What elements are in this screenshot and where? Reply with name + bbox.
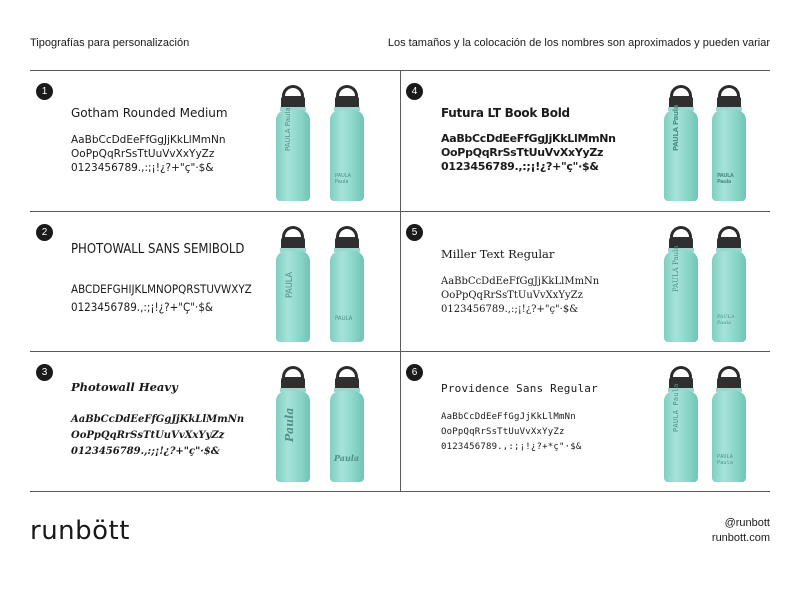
- bottle-body: [330, 110, 364, 201]
- font-card-3: [30, 352, 400, 492]
- sample-line: 0123456789.,:;¡!¿?+"Ç"·$&: [71, 300, 213, 314]
- font-number: 6: [406, 364, 423, 381]
- sample-line: OoPpQqRrSsTtUuVvXxYyZz: [441, 146, 604, 159]
- bottle-body: [712, 251, 746, 342]
- bottle-name-vertical: PAULA Paula: [672, 104, 680, 151]
- bottle-body: [712, 110, 746, 201]
- font-number: 1: [36, 83, 53, 100]
- bottle-body: [330, 251, 364, 342]
- bottle-name-horizontal: PAULA Paula: [717, 173, 734, 185]
- bottle-name-vertical: PAULA Paula: [672, 383, 680, 432]
- bottle-name-horizontal: PAULA Paula: [717, 314, 735, 326]
- bottle-vertical-name: [663, 366, 699, 482]
- page-heading-left: Tipografías para personalización: [30, 37, 190, 49]
- font-card-2: [30, 212, 400, 352]
- sample-line: AaBbCcDdEeFfGgJjKkLlMmNn: [71, 134, 226, 146]
- bottle-preview: [661, 226, 781, 344]
- font-sample: [71, 412, 244, 460]
- sample-line: OoPpQqRrSsTtUuVvXxYyZz: [441, 427, 565, 437]
- sample-line: AaBbCcDdEeFfGgJjKkLlMmNn: [441, 132, 616, 145]
- bottle-preview: [273, 226, 393, 344]
- font-name: Futura LT Book Bold: [441, 106, 570, 120]
- font-number: 2: [36, 224, 53, 241]
- bottle-horizontal-name: [329, 226, 365, 342]
- bottle-preview: [661, 85, 781, 203]
- bottle-name-vertical: PAULA Paula: [284, 107, 292, 151]
- bottle-name-vertical: Paula: [283, 407, 296, 442]
- sample-line: AaBbCcDdEeFfGgJjKkLlMmNn: [71, 414, 245, 425]
- sample-line: OoPpQqRrSsTtUuVvXxYyZz: [71, 148, 215, 160]
- brand-logo: runbött: [30, 516, 130, 546]
- sample-line: 0123456789.,:;¡!¿?+"ç"·$&: [71, 446, 220, 457]
- bottle-name-vertical: PAULA Paula: [672, 245, 680, 292]
- page-heading-right: Los tamaños y la colocación de los nombres son aproximados y pueden variar: [387, 37, 770, 49]
- font-number: 5: [406, 224, 423, 241]
- sample-line: 0123456789.,:;¡!¿?+"ç"·$&: [441, 304, 579, 315]
- font-card-5: [400, 212, 770, 352]
- font-name: Gotham Rounded Medium: [71, 106, 228, 120]
- sample-line: AaBbCcDdEeFfGgJjKkLlMmNn: [441, 276, 600, 287]
- bottle-body: [664, 391, 698, 482]
- website-link[interactable]: runbott.com: [711, 532, 770, 544]
- font-name: Photowall Heavy: [71, 380, 178, 394]
- sample-line: ABCDEFGHIJKLMNOPQRSTUVWXYZ: [71, 282, 252, 296]
- sample-line: OoPpQqRrSsTtUuVvXxYyZz: [441, 290, 583, 301]
- bottle-horizontal-name: [711, 85, 747, 201]
- bottle-horizontal-name: [711, 226, 747, 342]
- sample-line: 0123456789.,:;¡!¿?+"ç"·$&: [71, 162, 214, 174]
- bottle-vertical-name: [275, 366, 311, 482]
- sample-line: 0123456789.,:;¡!¿?+*ç"·$&: [441, 442, 582, 452]
- bottle-body: [664, 251, 698, 342]
- font-sample: [71, 280, 252, 316]
- bottle-vertical-name: [275, 85, 311, 201]
- font-sample: [71, 133, 226, 175]
- bottle-name-horizontal: Paula: [334, 453, 360, 463]
- font-card-1: [30, 71, 400, 211]
- sample-line: OoPpQqRrSsTtUuVvXxYyZz: [71, 430, 225, 441]
- bottle-vertical-name: [663, 85, 699, 201]
- bottle-name-horizontal: PAULA Paula: [335, 173, 352, 185]
- font-sample: [441, 410, 581, 455]
- bottle-horizontal-name: [329, 366, 365, 482]
- font-card-4: [400, 71, 770, 211]
- bottle-body: [276, 110, 310, 201]
- bottle-horizontal-name: [711, 366, 747, 482]
- bottle-name-vertical: PAULA: [285, 271, 295, 298]
- bottle-horizontal-name: [329, 85, 365, 201]
- contact-info: [712, 516, 770, 546]
- bottle-body: [712, 391, 746, 482]
- bottle-preview: [661, 366, 781, 484]
- font-sample: [441, 132, 616, 174]
- typography-grid: [30, 70, 770, 492]
- bottle-preview: [273, 85, 393, 203]
- font-name: Providence Sans Regular: [441, 382, 598, 395]
- bottle-body: [664, 110, 698, 201]
- font-name: PHOTOWALL SANS SEMIBOLD: [71, 242, 245, 257]
- bottle-vertical-name: [663, 226, 699, 342]
- sample-line: AaBbCcDdEeFfGgJjKkLlMmNn: [441, 412, 576, 422]
- social-handle[interactable]: @runbott: [724, 517, 770, 529]
- bottle-name-horizontal: PAULA Paula: [717, 454, 734, 466]
- font-card-6: [400, 352, 770, 492]
- sample-line: 0123456789.,:;¡!¿?+"ç"·$&: [441, 160, 599, 173]
- font-number: 3: [36, 364, 53, 381]
- bottle-preview: [273, 366, 393, 484]
- bottle-name-horizontal: PAULA: [335, 315, 353, 322]
- bottle-body: [330, 391, 364, 482]
- bottle-vertical-name: [275, 226, 311, 342]
- font-number: 4: [406, 83, 423, 100]
- font-name: Miller Text Regular: [441, 247, 555, 261]
- font-sample: [441, 275, 599, 317]
